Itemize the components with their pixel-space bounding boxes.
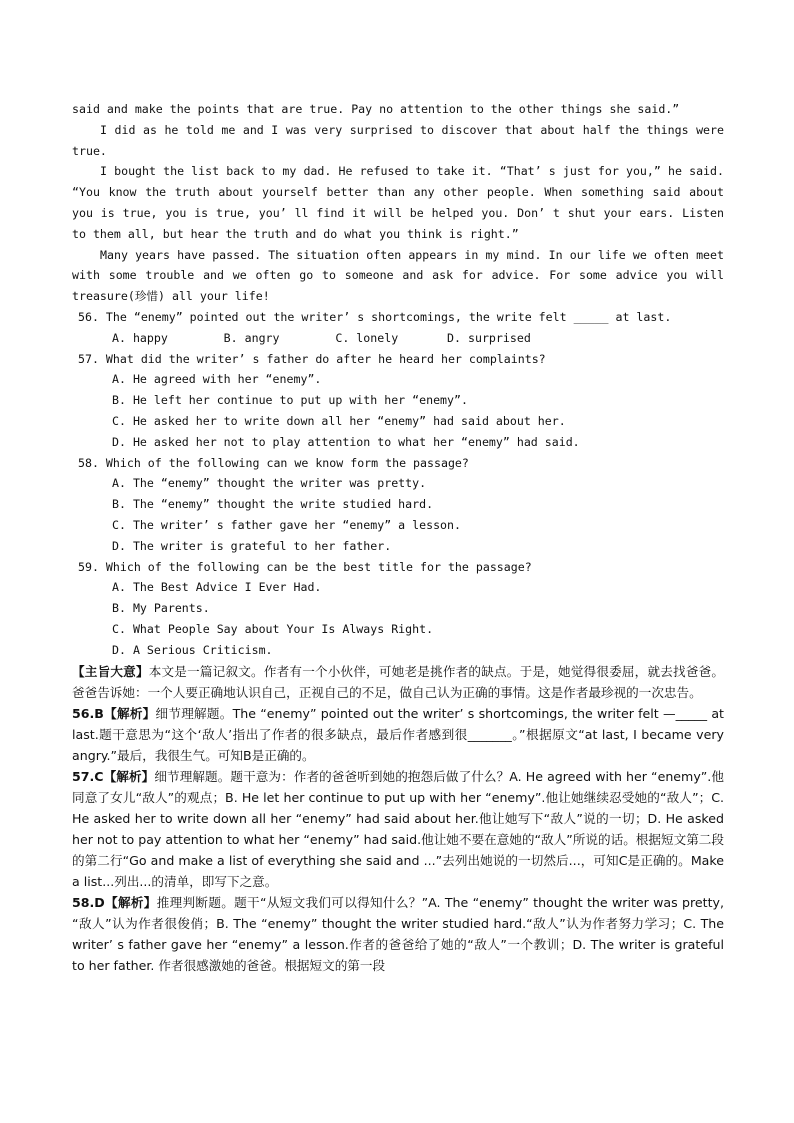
question-stem: 56. The “enemy” pointed out the writer’ s shortcomings, the write felt _____ at last. — [78, 309, 672, 324]
question-56 — [72, 307, 724, 349]
question-stem: 59. Which of the following can be the best title for the passage? — [78, 559, 532, 574]
summary-section — [72, 661, 724, 703]
analysis-57 — [72, 766, 724, 892]
analysis-label: 58.D【解析】 — [72, 894, 157, 910]
passage-paragraph-2: I did as he told me and I was very surprised to discover that about half the things were true. — [72, 122, 724, 158]
option-a: A. He agreed with her “enemy”. — [112, 372, 322, 387]
passage-paragraph-1-end: said and make the points that are true. Pay no attention to the other things she said.” — [72, 102, 680, 116]
analysis-label: 57.C【解析】 — [72, 768, 155, 784]
question-stem: 57. What did the writer’ s father do after he heard her complaints? — [78, 351, 546, 366]
question-58 — [72, 453, 724, 557]
option-c: C. The writer’ s father gave her “enemy” a lesson. — [112, 517, 462, 532]
analysis-58 — [72, 892, 724, 976]
option-d: D. The writer is grateful to her father. — [112, 538, 392, 553]
document-page — [72, 99, 724, 976]
option-c: C. He asked her to write down all her “enemy” had said about her. — [112, 413, 566, 428]
option-d: D. He asked her not to play attention to what her “enemy” had said. — [112, 434, 580, 449]
option-d: D. A Serious Criticism. — [112, 642, 273, 657]
option-b: B. The “enemy” thought the write studied hard. — [112, 497, 434, 512]
analysis-56 — [72, 703, 724, 766]
analysis-label: 56.B【解析】 — [72, 705, 156, 721]
question-stem: 58. Which of the following can we know form the passage? — [78, 455, 469, 470]
passage-paragraph-3: I bought the list back to my dad. He refused to take it. “That’ s just for you,” he said. “You know the truth about yourself better than any other people. When something said about you is true, you is true, you’ ll find it will be helped you. Don’ t shut your ears. Listen to them all, but hear the truth and do what you think is right.” — [72, 164, 724, 241]
question-57 — [72, 349, 724, 453]
option-b: B. My Parents. — [112, 601, 210, 616]
option-a: A. The “enemy” thought the writer was pretty. — [112, 476, 427, 491]
question-59 — [72, 557, 724, 661]
analysis-text: 细节理解题。The “enemy” pointed out the writer’ s shortcomings, the writer felt —_____ at last.题干意思为“这个‘敌人’指出了作者的很多缺点，最后作者感到很_______。”根据原文“at last, I became very angry.”最后，我很生气。可知B是正确的。 — [72, 705, 724, 763]
option-b: B. He left her continue to put up with her “enemy”. — [112, 393, 468, 408]
question-options-row: A. happy B. angry C. lonely D. surprised — [112, 330, 531, 345]
passage-paragraph-4: Many years have passed. The situation often appears in my mind. In our life we often meet with some trouble and we often go to someone and ask for advice. For some advice you will treasure(珍惜) all your life! — [72, 247, 724, 304]
option-c: C. What People Say about Your Is Always Right. — [112, 621, 434, 636]
analysis-text: 推理判断题。题干“从短文我们可以得知什么？”A. The “enemy” thought the writer was pretty, “敌人”认为作者很俊俏；B. The “enemy” thought the writer studied hard.“敌人”认为作者努力学习；C. The writer’ s father gave her “enemy” a lesson.作者的爸爸给了她的“敌人”一个教训；D. The writer is grateful to her father. 作者很感激她的爸爸。根据短文的第一段 — [72, 894, 724, 973]
summary-label: 【主旨大意】 — [72, 663, 149, 679]
option-a: A. The Best Advice I Ever Had. — [112, 580, 322, 595]
summary-text: 本文是一篇记叙文。作者有一个小伙伴，可她老是挑作者的缺点。于是，她觉得很委屈，就去找爸爸。爸爸告诉她：一个人要正确地认识自己，正视自己的不足，做自己认为正确的事情。这是作者最珍视的一次忠告。 — [72, 663, 725, 700]
analysis-text: 细节理解题。题干意为：作者的爸爸听到她的抱怨后做了什么？A. He agreed with her “enemy”.他同意了女儿“敌人”的观点；B. He let her continue to put up with her “enemy”.他让她继续忍受她的“敌人”；C. He asked her to write down all her “enemy” had said about her.他让她写下“敌人”说的一切；D. He asked her not to pay attention to what her “enemy” had said.他让她不要在意她的“敌人”所说的话。根据短文第二段的第二行“Go and make a list of everything she said and ...”去列出她说的一切然后...，可知C是正确的。Make a list...列出...的清单，即写下之意。 — [72, 768, 724, 889]
